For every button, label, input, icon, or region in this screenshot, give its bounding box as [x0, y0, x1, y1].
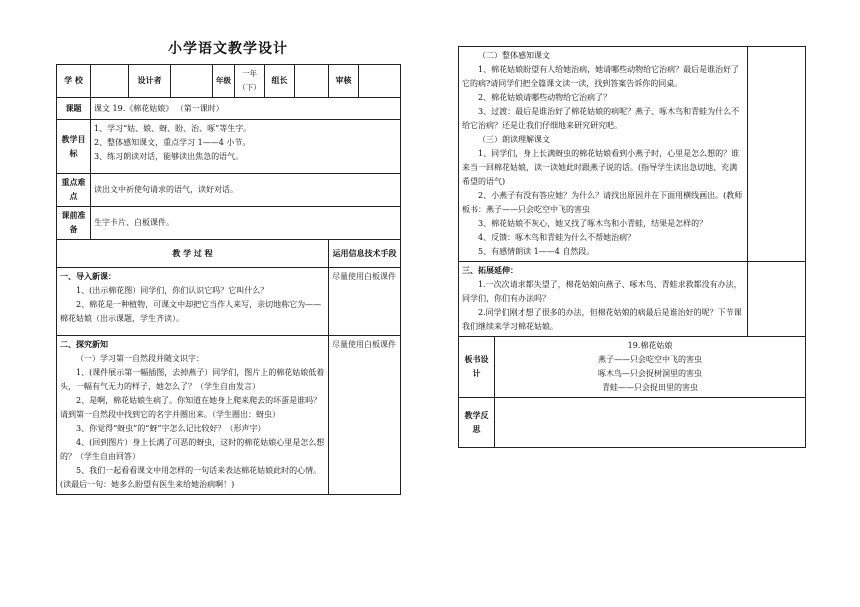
- goals-label: 教学目标: [57, 120, 91, 174]
- tech-header: 运用信息技术手段: [329, 240, 401, 268]
- board-line: 啄木鸟—只会捉树洞里的害虫: [598, 369, 702, 378]
- paragraph: 1.一次次请求都失望了，棉花姑娘向燕子、啄木鸟、青蛙求救都没有办法，同学们，你们有办法吗？: [462, 280, 742, 303]
- paragraph: 4、反馈：啄木鸟和青蛙为什么不帮她治病？: [478, 233, 636, 242]
- goal-item: 1、学习“姑、娘、蚜、盼、治、啄”等生字。: [94, 124, 252, 133]
- process-header: 教 学 过 程: [57, 240, 329, 268]
- paragraph: 3、你觉得“蚜虫”的“蚜”字怎么记比较好？（形声字）: [76, 424, 266, 433]
- paragraph: 5、我们一起看看课文中用怎样的一句话来表达棉花姑娘此时的心情。(读最后一句：她多么盼望有医生来给她治病啊！): [60, 466, 322, 489]
- group-label: 组长: [265, 65, 295, 98]
- lesson-plan-table-continued: [458, 46, 806, 448]
- section-extension: [459, 262, 748, 337]
- group-value: [295, 65, 329, 98]
- tech-column: [748, 262, 806, 337]
- goal-item: 3、练习朗读对话，能够读出焦急的语气。: [94, 152, 244, 161]
- paragraph: 2、是啊，棉花姑娘生病了。你知道在她身上爬来爬去的坏蛋是谁吗？请到第一自然段中找到它的名字并圈出来。（学生圈出：蚜虫）: [60, 396, 322, 419]
- keypoints-label: 重点难点: [57, 174, 91, 207]
- paragraph: 3、过渡：最后是谁治好了棉花姑娘的病呢？燕子、啄木鸟和青蛙为什么不给它治病？还是让我们仔细地来研究研究吧。: [462, 107, 740, 130]
- review-value: [359, 65, 401, 98]
- left-page: [56, 38, 400, 495]
- board-label: 板书设计: [459, 337, 495, 398]
- board-title: 19.棉花姑娘: [627, 341, 673, 350]
- tech-column: [748, 47, 806, 262]
- paragraph: 1、同学们，身上长满蚜虫的棉花姑娘看到小燕子时，心里是怎么想的？谁来当一回棉花姑娘，读一读她此时跟燕子说的话。(指导学生读出急切地、充满希望的语气): [462, 149, 740, 186]
- section-intro: [57, 268, 329, 336]
- topic-value: 课文 19.《棉花姑娘》 （第一课时）: [91, 98, 401, 120]
- board-design: [495, 337, 806, 398]
- school-value: [91, 65, 129, 98]
- section-explore: [57, 336, 329, 495]
- paragraph: 2、棉花姑娘请哪些动物给它治病了？: [478, 93, 612, 102]
- reflection-label: 教学反思: [459, 398, 495, 448]
- paragraph: 1、棉花姑娘盼望有人给她治病，她请哪些动物给它治病？最后是谁治好了它的病?请同学们把全篇课文读一读，找到答案告诉你的同桌。: [462, 65, 740, 88]
- designer-label: 设计者: [129, 65, 171, 98]
- section-heading: 三、拓展延伸：: [462, 266, 518, 275]
- paragraph: 2、棉花是一种植物，可课文中却把它当作人来写，亲切地称它为——棉花姑娘（出示课题，学生齐读）。: [60, 300, 322, 323]
- paragraph: 3、棉花姑娘不灰心，她又找了啄木鸟和小青蛙，结果是怎样的？: [478, 219, 708, 228]
- grade-label: 年级: [213, 65, 235, 98]
- prep-label: 课前准备: [57, 207, 91, 240]
- paragraph: 1、(课件展示第一幅插图，去掉燕子）同学们，图片上的棉花姑娘低着头，一幅有气无力的样子，她怎么了？（学生自由发言）: [60, 368, 325, 391]
- paragraph: 5、有感情朗读 1——4 自然段。: [478, 247, 595, 256]
- reflection-value: [495, 398, 806, 448]
- section-intro-tech: 尽量使用白板课件: [329, 268, 401, 336]
- paragraph: 1、(出示棉花图）同学们，你们认识它吗？它叫什么？: [76, 286, 269, 295]
- section-heading: 二、探究新知: [60, 340, 108, 349]
- grade-value: 一年（下）: [235, 65, 265, 98]
- paragraph: 2、小燕子有没有答应她？为什么？请找出原因并在下面用横线画出。(教师板书：燕子——只会吃空中飞的害虫: [462, 191, 743, 214]
- part-heading: （三）朗读理解课文: [478, 135, 550, 144]
- part-overview: [459, 47, 748, 262]
- topic-label: 课题: [57, 98, 91, 120]
- paragraph: 4、(回到图片）身上长满了可恶的蚜虫，这时的棉花姑娘心里是怎么想的？（学生自由回答）: [60, 438, 325, 461]
- part-heading: （二）整体感知课文: [478, 51, 550, 60]
- goals-list: [91, 120, 401, 174]
- page-title: 小学语文教学设计: [168, 41, 288, 57]
- section-heading: 一、导入新课：: [60, 272, 116, 281]
- paragraph: 2.同学们刚才想了很多的办法，但棉花姑娘的病最后是谁治好的呢？下节课我们继续来学习棉花姑娘。: [462, 308, 742, 331]
- keypoints-value: 读出文中祈使句请求的语气，读好对话。: [91, 174, 401, 207]
- school-label: 学 校: [57, 65, 91, 98]
- section-explore-tech: 尽量使用白板课件: [329, 336, 401, 495]
- review-label: 审核: [329, 65, 359, 98]
- right-page: [458, 46, 806, 448]
- board-line: 燕子——只会吃空中飞的害虫: [598, 355, 702, 364]
- designer-value: [171, 65, 213, 98]
- paragraph: （一）学习第一自然段并随文识字：: [76, 354, 204, 363]
- prep-value: 生字卡片、白板课件。: [91, 207, 401, 240]
- board-line: 青蛙——只会捉田里的害虫: [602, 383, 698, 392]
- goal-item: 2、整体感知课文，重点学习 1——4 小节。: [94, 138, 251, 147]
- lesson-plan-table: [56, 64, 401, 495]
